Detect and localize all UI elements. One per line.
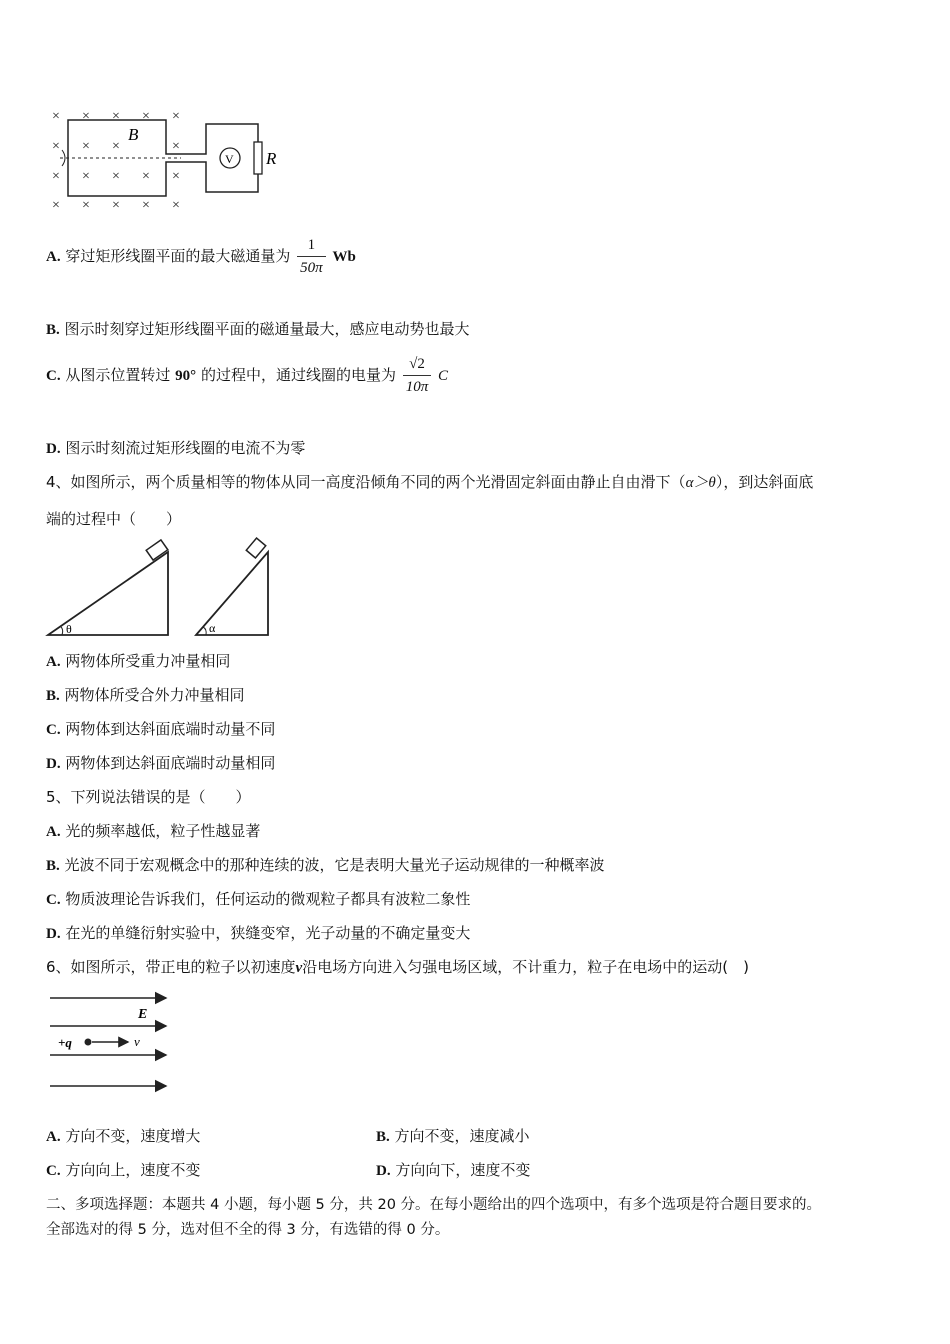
q5-option-c: C. 物质波理论告诉我们，任何运动的微观粒子都具有波粒二象性	[46, 890, 471, 908]
svg-text:×: ×	[112, 169, 120, 184]
svg-text:×: ×	[52, 139, 60, 154]
q3-option-b: B. 图示时刻穿过矩形线圈平面的磁通量最大，感应电动势也最大	[46, 320, 470, 338]
block-1	[146, 540, 168, 560]
q5-option-d: D. 在光的单缝衍射实验中，狭缝变窄，光子动量的不确定量变大	[46, 924, 471, 942]
charge-fraction: $\frac{√2}{10\pi}$	[403, 353, 432, 398]
svg-text:×: ×	[142, 109, 150, 124]
q3-option-d: D. 图示时刻流过矩形线圈的电流不为零	[46, 439, 306, 457]
q5-option-b: B. 光波不同于宏观概念中的那种连续的波，它是表明大量光子运动规律的一种概率波	[46, 856, 605, 874]
q4-stem: 4、如图所示，两个质量相等的物体从同一高度沿倾角不同的两个光滑固定斜面由静止自由滑下（α＞θ），到达斜面底	[46, 473, 814, 491]
resistor	[254, 142, 262, 174]
q4-option-b: B. 两物体所受合外力冲量相同	[46, 686, 245, 704]
q6-option-a: A. 方向不变，速度增大	[46, 1127, 201, 1145]
svg-text:×: ×	[172, 169, 180, 184]
q5-option-a: A. 光的频率越低，粒子性越显著	[46, 822, 261, 840]
velocity-label: v	[134, 1034, 140, 1049]
q3-option-c: C. 从图示位置转过 90° 的过程中，通过线圈的电量为 $\frac{√2}{10\pi}$ C	[46, 353, 448, 398]
svg-text:×: ×	[172, 139, 180, 154]
q4-option-d: D. 两物体到达斜面底端时动量相同	[46, 754, 276, 772]
svg-text:×: ×	[172, 109, 180, 124]
particle	[85, 1039, 92, 1046]
field-crosses	[52, 109, 180, 213]
q6-option-d: D. 方向向下，速度不变	[376, 1161, 531, 1179]
svg-text:×: ×	[112, 198, 120, 213]
q6-option-b: B. 方向不变，速度减小	[376, 1127, 530, 1145]
svg-text:×: ×	[142, 198, 150, 213]
coil-figure	[46, 104, 296, 214]
flux-fraction: $\frac{1}{50\pi}$	[297, 234, 326, 279]
svg-text:×: ×	[82, 109, 90, 124]
svg-text:×: ×	[82, 198, 90, 213]
svg-text:×: ×	[82, 169, 90, 184]
angle-theta-label: θ	[66, 622, 72, 636]
section2-line1: 二、多项选择题：本题共 4 小题，每小题 5 分，共 20 分。在每小题给出的四个选项中，有多个选项是符合题目要求的。	[46, 1197, 822, 1213]
field-figure	[46, 990, 176, 1094]
svg-text:×: ×	[52, 169, 60, 184]
incline-alpha	[196, 552, 268, 635]
svg-text:×: ×	[172, 198, 180, 213]
inclines-figure	[46, 540, 286, 640]
svg-text:×: ×	[112, 109, 120, 124]
q4-option-a: A. 两物体所受重力冲量相同	[46, 652, 231, 670]
q4-option-c: C. 两物体到达斜面底端时动量不同	[46, 720, 276, 738]
q4-stem-line2: 端的过程中（ ）	[46, 510, 182, 528]
svg-text:×: ×	[112, 139, 120, 154]
voltmeter-label: V	[225, 152, 234, 166]
field-e-label: E	[138, 1007, 148, 1022]
section2-line2: 全部选对的得 5 分，选对但不全的得 3 分，有选错的得 0 分。	[46, 1222, 450, 1238]
block-2	[246, 538, 265, 558]
alpha-arc	[203, 627, 206, 635]
q3-option-a: A. 穿过矩形线圈平面的最大磁通量为 $\frac{1}{50\pi}$ Wb	[46, 234, 356, 279]
field-label: B	[128, 125, 139, 144]
q6-option-c: C. 方向向上，速度不变	[46, 1161, 201, 1179]
svg-text:×: ×	[82, 139, 90, 154]
svg-text:×: ×	[52, 109, 60, 124]
q5-stem: 5、下列说法错误的是（ ）	[46, 788, 251, 806]
angle-alpha-label: α	[209, 621, 216, 635]
charge-label: +q	[58, 1035, 72, 1050]
svg-text:×: ×	[52, 198, 60, 213]
resistor-label: R	[266, 149, 277, 168]
q6-stem: 6、如图所示，带正电的粒子以初速度v沿电场方向进入匀强电场区域，不计重力，粒子在电场中的运动( )	[46, 958, 749, 976]
svg-text:×: ×	[142, 169, 150, 184]
